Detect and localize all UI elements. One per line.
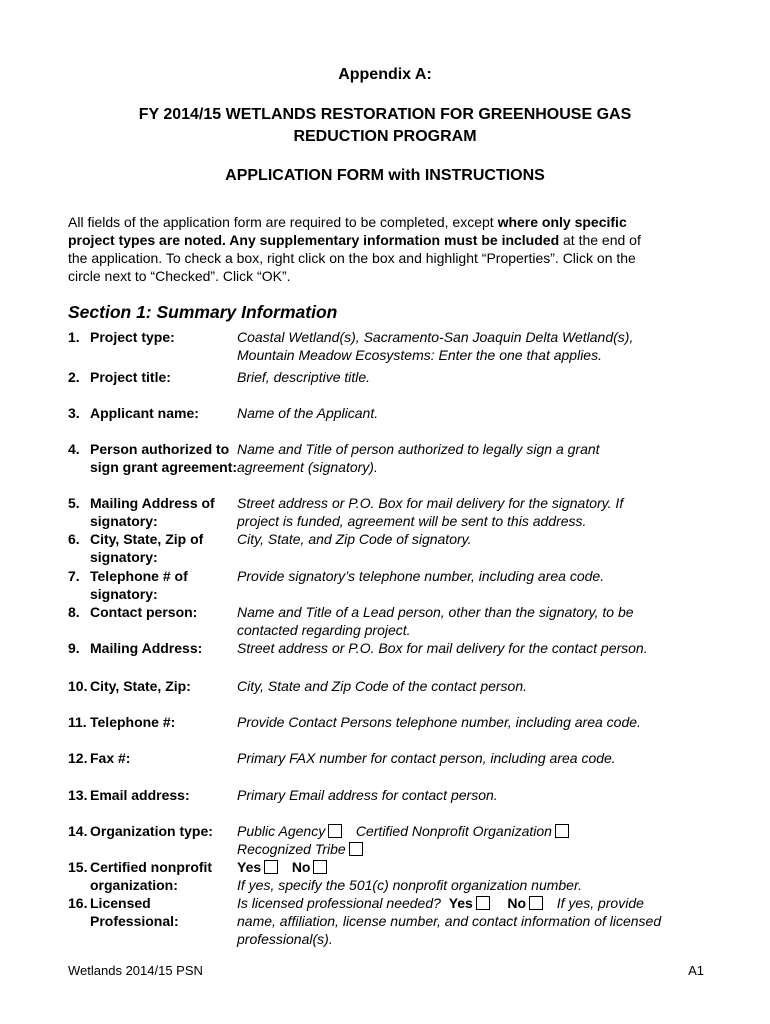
item-number: 15. (68, 859, 88, 875)
licensed-followup: If yes, provide (556, 895, 644, 911)
field-label: Licensed Professional: (90, 895, 179, 929)
field-label: Fax #: (90, 750, 131, 766)
item-number: 14. (68, 823, 88, 839)
field-label: Certified nonprofit organization: (90, 859, 213, 893)
licensed-question: Is licensed professional needed? (237, 895, 441, 911)
public-agency-checkbox[interactable] (328, 824, 342, 838)
item-number: 4. (68, 441, 80, 457)
option-nonprofit-label: Certified Nonprofit Organization (355, 823, 552, 839)
form-subtitle: APPLICATION FORM with INSTRUCTIONS (225, 167, 545, 184)
item-number: 10. (68, 678, 88, 694)
field-label: Telephone #: (90, 714, 176, 730)
intro-bold: where only specific (497, 214, 627, 230)
title-line-1: FY 2014/15 WETLANDS RESTORATION FOR GREENHOUSE GAS (138, 106, 632, 123)
field-instruction: Name and Title of person authorized to legally sign a grant agreement (signatory). (237, 441, 600, 475)
field-instruction: Provide Contact Persons telephone number, including area code. (237, 714, 641, 730)
no-label: No (507, 895, 527, 911)
field-label: Contact person: (90, 604, 198, 620)
field-label: City, State, Zip: (90, 678, 191, 694)
field-label: Email address: (90, 787, 190, 803)
yes-label: Yes (237, 859, 262, 875)
nonprofit-yes-checkbox[interactable] (264, 860, 278, 874)
licensed-no-checkbox[interactable] (529, 896, 543, 910)
item-number: 6. (68, 531, 80, 547)
item-number: 1. (68, 329, 80, 345)
no-label: No (291, 859, 311, 875)
item-number: 7. (68, 568, 80, 584)
footer-doc-name: Wetlands 2014/15 PSN (68, 963, 203, 978)
field-instruction: Brief, descriptive title. (237, 369, 371, 385)
intro-text: the application. To check a box, right click on the box and highlight “Properties”. Click on the (68, 250, 636, 266)
item-number: 16. (68, 895, 88, 911)
field-label: City, State, Zip of signatory: (90, 531, 204, 565)
field-label: Person authorized to sign grant agreement: (90, 441, 238, 475)
organization-type-options (237, 822, 712, 858)
field-label: Organization type: (90, 823, 213, 839)
intro-bold: project types are noted. Any supplementary information must be included (68, 232, 560, 248)
field-label: Mailing Address: (90, 640, 203, 656)
intro-text: circle next to “Checked”. Click “OK”. (68, 268, 291, 284)
field-label: Telephone # of signatory: (90, 568, 188, 602)
option-public-agency-label: Public Agency (237, 823, 326, 839)
certified-nonprofit-checkbox[interactable] (555, 824, 569, 838)
yes-label: Yes (448, 895, 473, 911)
appendix-heading: Appendix A: (338, 66, 432, 83)
item-number: 5. (68, 495, 80, 511)
field-instruction: Street address or P.O. Box for mail delivery for the contact person. (237, 640, 648, 656)
field-instruction: Coastal Wetland(s), Sacramento-San Joaquin Delta Wetland(s), Mountain Meadow Ecosystems: Enter the one that applies. (237, 329, 634, 363)
item-number: 9. (68, 640, 80, 656)
item-number: 12. (68, 750, 88, 766)
item-number: 11. (68, 714, 87, 730)
item-number: 13. (68, 787, 88, 803)
option-tribe-label: Recognized Tribe (237, 841, 346, 857)
field-instruction: Name of the Applicant. (237, 405, 379, 421)
field-instruction: Primary Email address for contact person. (237, 787, 498, 803)
field-instruction: City, State and Zip Code of the contact person. (237, 678, 528, 694)
field-instruction: Primary FAX number for contact person, including area code. (237, 750, 616, 766)
licensed-yes-checkbox[interactable] (476, 896, 490, 910)
field-instruction: Yes No If yes, specify the 501(c) nonprofit organization number. (237, 859, 582, 893)
field-label: Project title: (90, 369, 171, 385)
field-label: Project type: (90, 329, 175, 345)
footer-page-number: A1 (688, 963, 704, 978)
intro-text: at the end of (559, 232, 641, 248)
recognized-tribe-checkbox[interactable] (349, 842, 363, 856)
instructions-paragraph (68, 213, 708, 285)
field-label: Applicant name: (90, 405, 199, 421)
field-instruction: Name and Title of a Lead person, other than the signatory, to be contacted regarding project. (237, 604, 634, 638)
field-instruction: Street address or P.O. Box for mail delivery for the signatory. If project is funded, agreement will be sent to this address. (237, 495, 624, 529)
section-title: Section 1: Summary Information (68, 302, 338, 322)
item-number: 8. (68, 604, 80, 620)
field-instruction: City, State, and Zip Code of signatory. (237, 531, 472, 547)
field-label: Mailing Address of signatory: (90, 495, 215, 529)
item-number: 3. (68, 405, 80, 421)
nonprofit-no-checkbox[interactable] (313, 860, 327, 874)
title-line-2: REDUCTION PROGRAM (293, 128, 477, 145)
field-instruction: Provide signatory’s telephone number, including area code. (237, 568, 605, 584)
item-number: 2. (68, 369, 80, 385)
field-instruction: Is licensed professional needed? Yes No If yes, provide name, affiliation, license number, and contact information of licensed professional(s). (237, 895, 662, 947)
intro-text: All fields of the application form are required to be completed, except (68, 214, 498, 230)
